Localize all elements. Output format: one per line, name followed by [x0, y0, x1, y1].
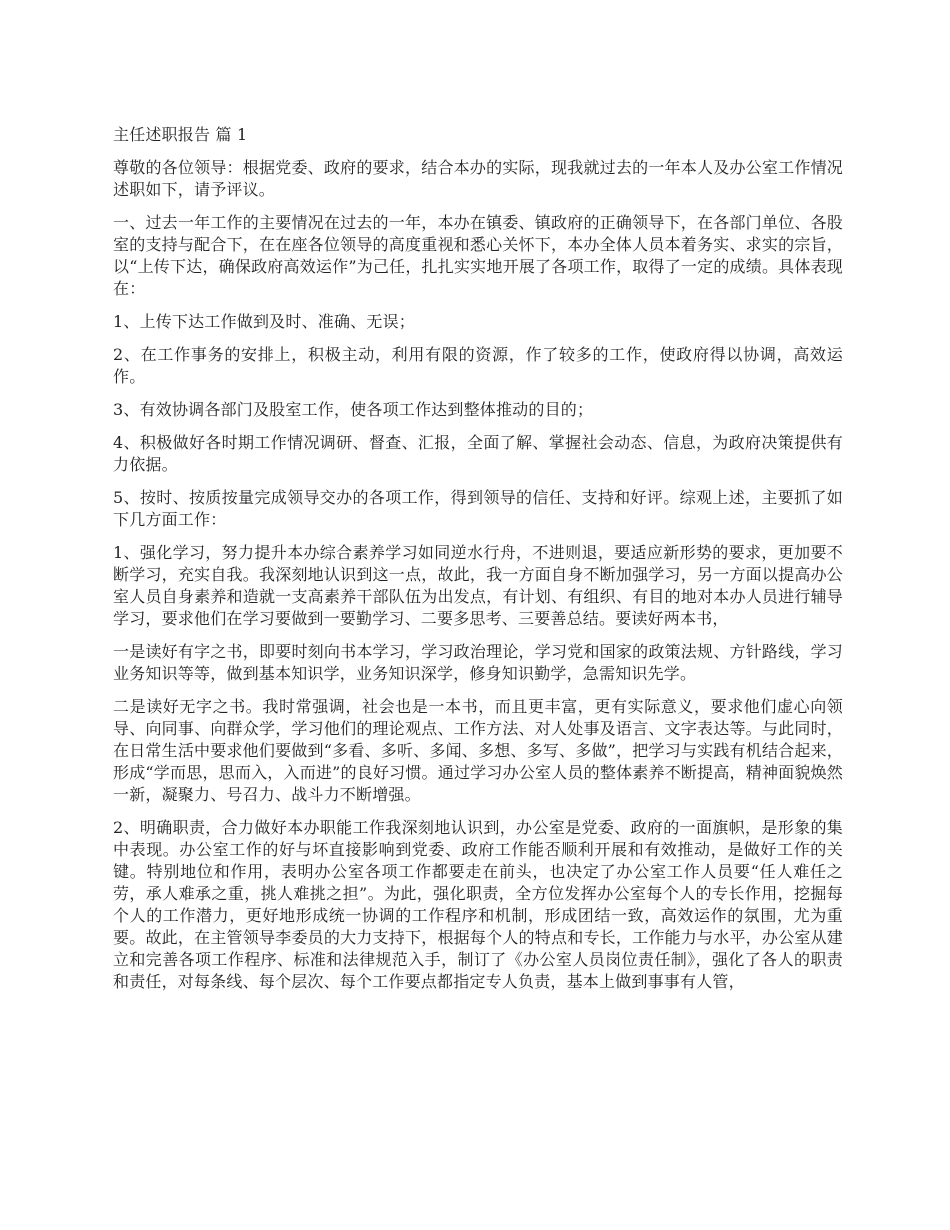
document-title: 主任述职报告 篇 1 [113, 125, 248, 144]
paragraph-item-1: 1、上传下达工作做到及时、准确、无误； [113, 312, 415, 331]
document-page [113, 124, 843, 1004]
paragraph-written-books: 一是读好有字之书，即要时刻向书本学习，学习政治理论，学习党和国家的政策法规、方针路线，学习业务知识等等，做到基本知识学，业务知识深学，修身知识勤学，急需知识先学。 [113, 642, 843, 683]
paragraph-item-5: 5、按时、按质按量完成领导交办的各项工作，得到领导的信任、支持和好评。综观上述，主要抓了如下几方面工作： [113, 488, 843, 529]
paragraph-responsibilities: 2、明确职责，合力做好本办职能工作我深刻地认识到，办公室是党委、政府的一面旗帜，是形象的集中表现。办公室工作的好与坏直接影响到党委、政府工作能否顺利开展和有效推动，是做好工作的关键。特别地位和作用，表明办公室各项工作都要走在前头，也决定了办公室工作人员要“任人难任之劳，承人难承之重，挑人难挑之担”。为此，强化职责，全方位发挥办公室每个人的专长作用，挖掘每个人的工作潜力，更好地形成统一协调的工作程序和机制，形成团结一致，高效运作的氛围，尤为重要。故此，在主管领导李委员的大力支持下，根据每个人的特点和专长，工作能力与水平，办公室从建立和完善各项工作程序、标准和法律规范入手，制订了《办公室人员岗位责任制》，强化了各人的职责和责任，对每条线、每个层次、每个工作要点都指定专人负责，基本上做到事事有人管， [113, 818, 843, 991]
paragraph-item-2: 2、在工作事务的安排上，积极主动，利用有限的资源，作了较多的工作，使政府得以协调，高效运作。 [113, 345, 843, 386]
paragraph-item-4: 4、积极做好各时期工作情况调研、督查、汇报，全面了解、掌握社会动态、信息，为政府决策提供有力依据。 [113, 433, 843, 474]
paragraph-salutation: 尊敬的各位领导：根据党委、政府的要求，结合本办的实际，现我就过去的一年本人及办公室工作情况述职如下，请予评议。 [113, 158, 843, 199]
paragraph-item-3: 3、有效协调各部门及股室工作，使各项工作达到整体推动的目的； [113, 400, 594, 419]
paragraph-unwritten-books: 二是读好无字之书。我时常强调，社会也是一本书，而且更丰富，更有实际意义，要求他们虚心向领导、向同事、向群众学，学习他们的理论观点、工作方法、对人处事及语言、文字表达等。与此同时，在日常生活中要求他们要做到“多看、多听、多闻、多想、多写、多做”，把学习与实践有机结合起来，形成“学而思，思而入，入而进”的良好习惯。通过学习办公室人员的整体素养不断提高，精神面貌焕然一新，凝聚力、号召力、战斗力不断增强。 [113, 697, 843, 804]
paragraph-section-one-summary: 一、过去一年工作的主要情况在过去的一年，本办在镇委、镇政府的正确领导下，在各部门单位、各股室的支持与配合下，在在座各位领导的高度重视和悉心关怀下，本办全体人员本着务实、求实的宗旨，以“上传下达，确保政府高效运作”为己任，扎扎实实地开展了各项工作，取得了一定的成绩。具体表现在： [113, 213, 843, 298]
paragraph-study: 1、强化学习，努力提升本办综合素养学习如同逆水行舟，不进则退，要适应新形势的要求，更加要不断学习，充实自我。我深刻地认识到这一点，故此，我一方面自身不断加强学习，另一方面以提高办公室人员自身素养和造就一支高素养干部队伍为出发点，有计划、有组织、有目的地对本办人员进行辅导学习，要求他们在学习要做到一要勤学习、二要多思考、三要善总结。要读好两本书， [113, 543, 843, 628]
